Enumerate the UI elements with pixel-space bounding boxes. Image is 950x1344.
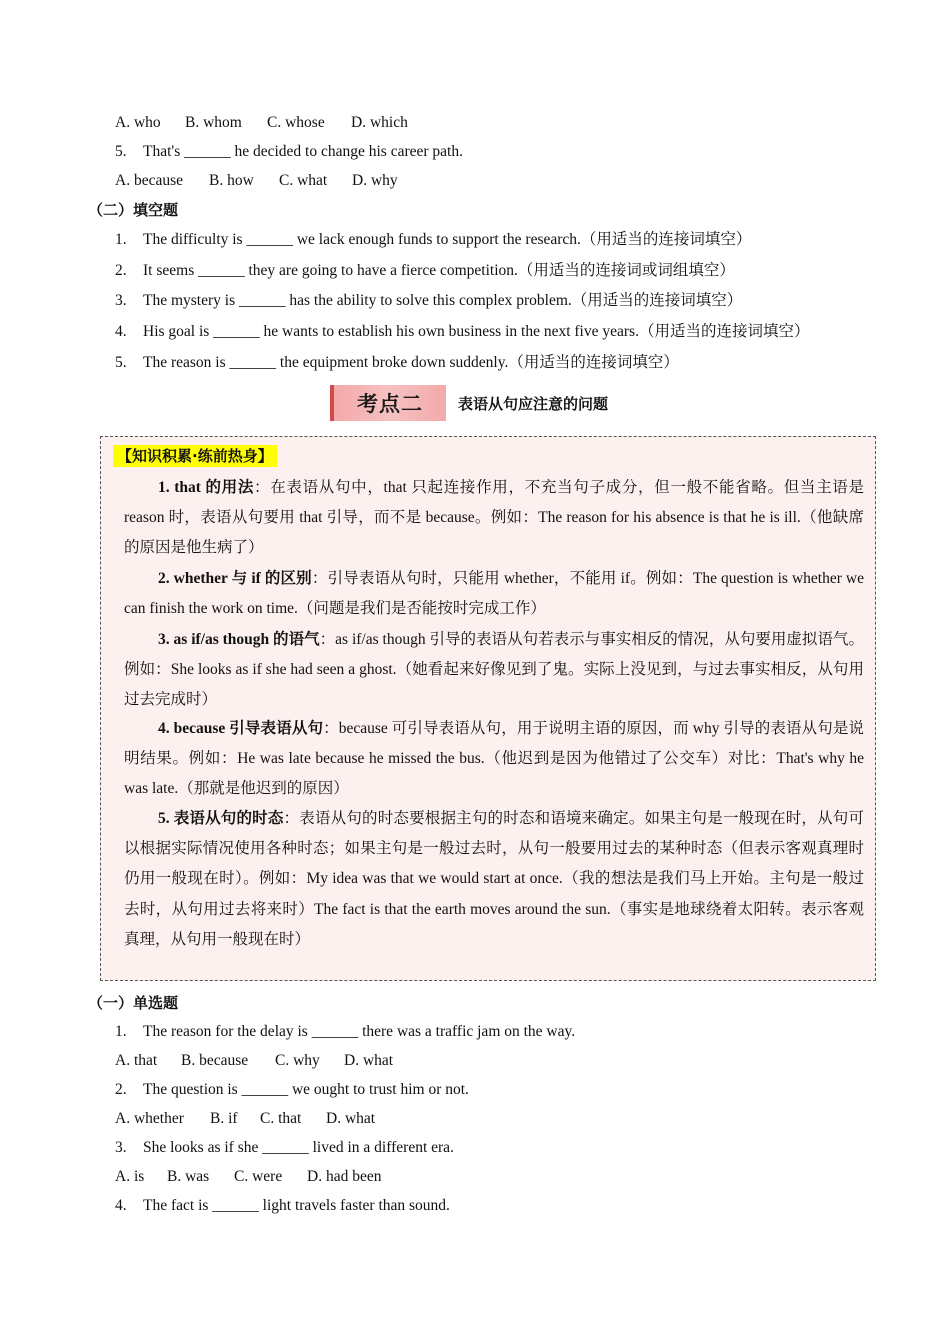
knowledge-point — [124, 714, 864, 805]
point-title: 4. because 引导表语从句 — [158, 720, 324, 737]
point-title: 1. that 的用法 — [158, 479, 255, 496]
option: B. how — [209, 172, 254, 189]
question-text: The reason is ______ the equipment broke down suddenly.（用适当的连接词填空） — [143, 354, 679, 371]
option: A. that — [115, 1052, 158, 1069]
point-title: 2. whether 与 if 的区别 — [158, 570, 312, 587]
question-number: 2. — [115, 1081, 127, 1098]
option: A. is — [115, 1168, 145, 1185]
question-text: His goal is ______ he wants to establish his own business in the next five years.（用适当的连接词填空） — [143, 323, 810, 340]
option: D. which — [351, 114, 408, 131]
question-item — [115, 142, 463, 162]
knowledge-badge: 【知识积累·练前热身】 — [113, 445, 277, 467]
knowledge-point — [124, 564, 864, 624]
section-heading: （二）填空题 — [88, 201, 179, 219]
option: B. was — [167, 1168, 210, 1185]
question-item — [115, 261, 735, 281]
question-number: 1. — [115, 1023, 127, 1040]
point-body: ：because 可引导表语从句，用于说明主语的原因，而 why 引导的表语从句是说明结果。例如：He was late because he missed the bus.（他迟到是因为他错过了公交车）对比：That's why he was late.（那就是他迟到的原因） — [124, 720, 865, 798]
options-row — [115, 1051, 393, 1071]
point-title: 5. 表语从句的时态 — [158, 810, 284, 827]
topic-tag: 考点二 — [330, 385, 446, 421]
question-item — [115, 230, 751, 250]
question-item — [115, 1080, 469, 1100]
option: D. what — [344, 1052, 394, 1069]
options-row — [115, 1109, 375, 1129]
question-number: 3. — [115, 292, 127, 309]
question-text: The mystery is ______ has the ability to solve this complex problem.（用适当的连接词填空） — [143, 292, 743, 309]
options-row — [115, 171, 398, 191]
question-item — [115, 322, 809, 342]
option: C. were — [234, 1168, 283, 1185]
question-number: 1. — [115, 231, 127, 248]
question-item — [115, 1138, 454, 1158]
option: A. whether — [115, 1110, 184, 1127]
question-text: The reason for the delay is ______ there was a traffic jam on the way. — [143, 1023, 576, 1040]
question-text: The fact is ______ light travels faster than sound. — [143, 1197, 450, 1214]
point-title: 3. as if/as though 的语气 — [158, 631, 320, 648]
knowledge-point — [124, 804, 864, 955]
question-item — [115, 353, 679, 373]
option: C. why — [275, 1052, 320, 1069]
option: D. what — [326, 1110, 376, 1127]
knowledge-box — [100, 436, 876, 981]
question-number: 5. — [115, 143, 127, 160]
question-number: 2. — [115, 262, 127, 279]
option: B. if — [210, 1110, 238, 1127]
question-number: 3. — [115, 1139, 127, 1156]
question-number: 5. — [115, 354, 127, 371]
option: A. who — [115, 114, 161, 131]
question-item — [115, 1196, 450, 1216]
options-row — [115, 113, 408, 133]
question-text: The difficulty is ______ we lack enough funds to support the research.（用适当的连接词填空） — [143, 231, 752, 248]
question-number: 4. — [115, 323, 127, 340]
point-body: ：在表语从句中，that 只起连接作用，不充当句子成分，但一般不能省略。但当主语是 reason 时，表语从句要用 that 引导，而不是 because。例如：The reason for his absence is that he is ill.（他缺席的原因是他生病了） — [124, 479, 864, 557]
option: B. whom — [185, 114, 242, 131]
knowledge-point — [124, 625, 864, 716]
question-item — [115, 1022, 575, 1042]
knowledge-point — [124, 473, 864, 564]
question-text: The question is ______ we ought to trust him or not. — [143, 1081, 469, 1098]
point-body: ：as if/as though 引导的表语从句若表示与事实相反的情况，从句要用虚拟语气。例如：She looks as if she had seen a ghost.（她看起来好像见到了鬼。实际上没见到，与过去事实相反，从句用过去完成时） — [124, 631, 864, 709]
question-text: She looks as if she ______ lived in a different era. — [143, 1139, 454, 1156]
option: B. because — [181, 1052, 249, 1069]
option: C. what — [279, 172, 328, 189]
section-heading: （一）单选题 — [88, 994, 179, 1012]
topic-header — [330, 384, 608, 422]
question-text: It seems ______ they are going to have a fierce competition.（用适当的连接词或词组填空） — [143, 262, 735, 279]
option: A. because — [115, 172, 183, 189]
option: D. why — [352, 172, 398, 189]
topic-title: 表语从句应注意的问题 — [458, 394, 609, 413]
question-item — [115, 291, 742, 311]
options-row — [115, 1167, 381, 1187]
option: C. whose — [267, 114, 325, 131]
point-body: ：引导表语从句时，只能用 whether，不能用 if。例如：The question is whether we can finish the work on time.（问题是我们是否能按时完成工作） — [124, 570, 864, 618]
question-number: 4. — [115, 1197, 127, 1214]
option: D. had been — [307, 1168, 382, 1185]
question-text: That's ______ he decided to change his career path. — [143, 143, 463, 160]
point-body: ：表语从句的时态要根据主句的时态和语境来确定。如果主句是一般现在时，从句可以根据实际情况使用各种时态；如果主句是一般过去时，从句一般要用过去的某种时态（但表示客观真理时仍用一般现在时）。例如：My idea was that we would start at once.（我的想法是我们马上开始。主句是一般过去时，从句用过去将来时）The fact is that the earth moves around the sun.（事实是地球绕着太阳转。表示客观真理，从句用一般现在时） — [124, 810, 864, 948]
option: C. that — [260, 1110, 302, 1127]
